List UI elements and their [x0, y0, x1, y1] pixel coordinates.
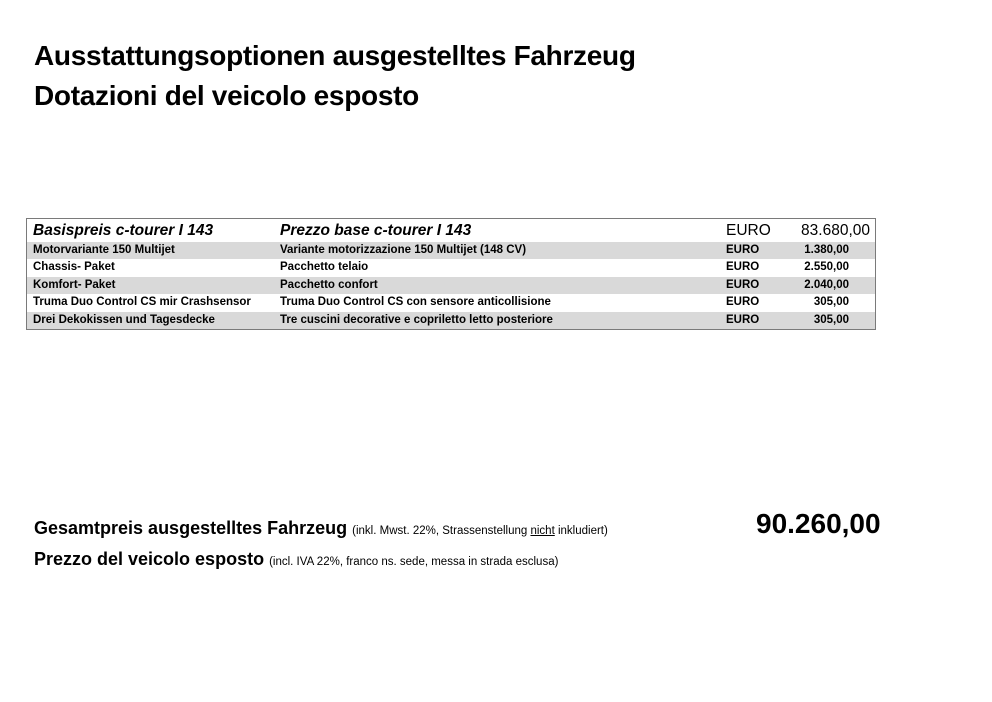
table-row [27, 259, 875, 276]
table-row [27, 242, 875, 259]
base-price-currency: EURO [726, 222, 771, 239]
total-price-value: 90.260,00 [756, 508, 881, 539]
option-label-it: Variante motorizzazione 150 Multijet (148 CV) [280, 244, 527, 256]
table-row [27, 294, 875, 311]
page-title [34, 36, 636, 116]
base-price-value: 83.680,00 [801, 222, 870, 239]
total-note-de-underlined: nicht [530, 525, 555, 537]
option-label-de: Chassis- Paket [33, 261, 115, 274]
option-label-de: Komfort- Paket [33, 278, 116, 291]
total-note-de-part: (inkl. Mwst. 22%, Strassenstellung [352, 525, 531, 537]
option-label-de: Truma Duo Control CS mir Crashsensor [33, 296, 251, 309]
equipment-options-table [26, 218, 876, 330]
option-currency: EURO [726, 278, 760, 291]
table-row [27, 277, 875, 294]
option-label-it: Pacchetto confort [280, 278, 378, 291]
option-label-de: Motorvariante 150 Multijet [33, 244, 175, 256]
option-currency: EURO [726, 244, 760, 256]
option-price: 2.550,00 [804, 261, 849, 274]
total-price-block [34, 514, 608, 576]
base-price-label-de: Basispreis c-tourer I 143 [33, 222, 214, 239]
option-currency: EURO [726, 296, 760, 309]
option-currency: EURO [726, 313, 760, 326]
base-price-row [27, 219, 875, 242]
total-note-de-part: inkludiert) [554, 525, 608, 537]
total-line-de [34, 514, 608, 545]
option-price: 305,00 [813, 296, 849, 309]
option-label-de: Drei Dekokissen und Tagesdecke [33, 313, 215, 326]
option-label-it: Truma Duo Control CS con sensore anticollisione [280, 296, 551, 309]
option-currency: EURO [726, 261, 760, 274]
title-line-de: Ausstattungsoptionen ausgestelltes Fahrzeug [34, 40, 636, 71]
option-label-it: Tre cuscini decorative e copriletto letto posteriore [280, 313, 553, 326]
base-price-label-it: Prezzo base c-tourer I 143 [280, 222, 472, 239]
total-line-it [34, 545, 608, 576]
option-price: 2.040,00 [804, 278, 849, 291]
option-price: 1.380,00 [804, 244, 849, 256]
total-label-de: Gesamtpreis ausgestelltes Fahrzeug [34, 518, 348, 538]
title-line-it: Dotazioni del veicolo esposto [34, 80, 419, 111]
total-note-de [352, 525, 608, 537]
option-label-it: Pacchetto telaio [280, 261, 369, 274]
table-row [27, 312, 875, 329]
total-label-it: Prezzo del veicolo esposto [34, 549, 265, 569]
total-note-it: (incl. IVA 22%, franco ns. sede, messa in strada esclusa) [269, 556, 559, 568]
option-price: 305,00 [813, 313, 849, 326]
